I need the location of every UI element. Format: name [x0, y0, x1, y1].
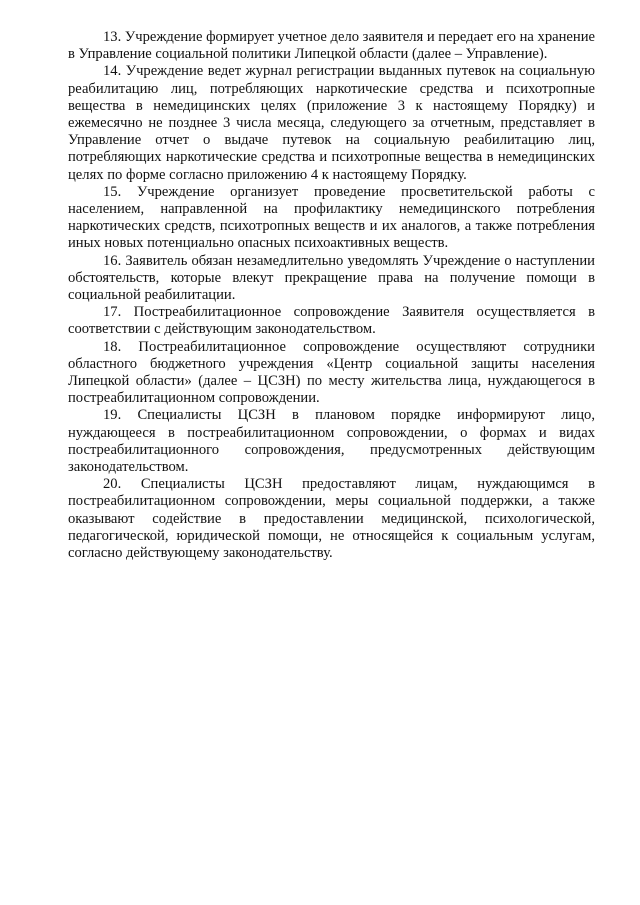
paragraph-17: 17. Постреабилитационное сопровождение Заявителя осуществляется в соответствии с действующим законодательством. [68, 304, 595, 338]
paragraph-18: 18. Постреабилитационное сопровождение осуществляют сотрудники областного бюджетного учреждения «Центр социальной защиты населения Липецкой области» (далее – ЦСЗН) по месту жительства лица, нуждающегося в постреабилитационном сопровождении. [68, 338, 595, 407]
paragraph-20: 20. Специалисты ЦСЗН предоставляют лицам, нуждающимся в постреабилитационном сопровождении, меры социальной поддержки, а также оказывают содействие в предоставлении медицинской, психологической, педагогической, юридической помощи, не относящейся к социальным услугам, согласно действующему законодательству. [68, 476, 595, 562]
paragraph-13: 13. Учреждение формирует учетное дело заявителя и передает его на хранение в Управление социальной политики Липецкой области (далее – Управление). [68, 29, 596, 63]
paragraph-14: 14. Учреждение ведет журнал регистрации выданных путевок на социальную реабилитацию лиц, потребляющих наркотические средства и психотропные вещества в немедицинских целях (приложение 3 к настоящему Порядку) и ежемесячно не позднее 3 числа месяца, следующего за отчетным, представляет в Управление отчет о выдаче путевок на социальную реабилитацию лиц, потребляющих наркотические средства и психотропные вещества в немедицинских целях по форме согласно приложению 4 к настоящему Порядку. [68, 63, 595, 183]
paragraph-16: 16. Заявитель обязан незамедлительно уведомлять Учреждение о наступлении обстоятельств, которые влекут прекращение права на получение помощи в социальной реабилитации. [68, 252, 595, 304]
paragraph-15: 15. Учреждение организует проведение просветительской работы с населением, направленной на профилактику немедицинского потребления наркотических средств, психотропных веществ и их аналогов, а также потребления иных новых потенциально опасных психоактивных веществ. [68, 183, 595, 252]
paragraph-19: 19. Специалисты ЦСЗН в плановом порядке информируют лицо, нуждающееся в постреабилитационном сопровождении, о формах и видах постреабилитационного сопровождения, предусмотренных действующим законодательством. [68, 407, 595, 476]
document-page [68, 29, 595, 562]
